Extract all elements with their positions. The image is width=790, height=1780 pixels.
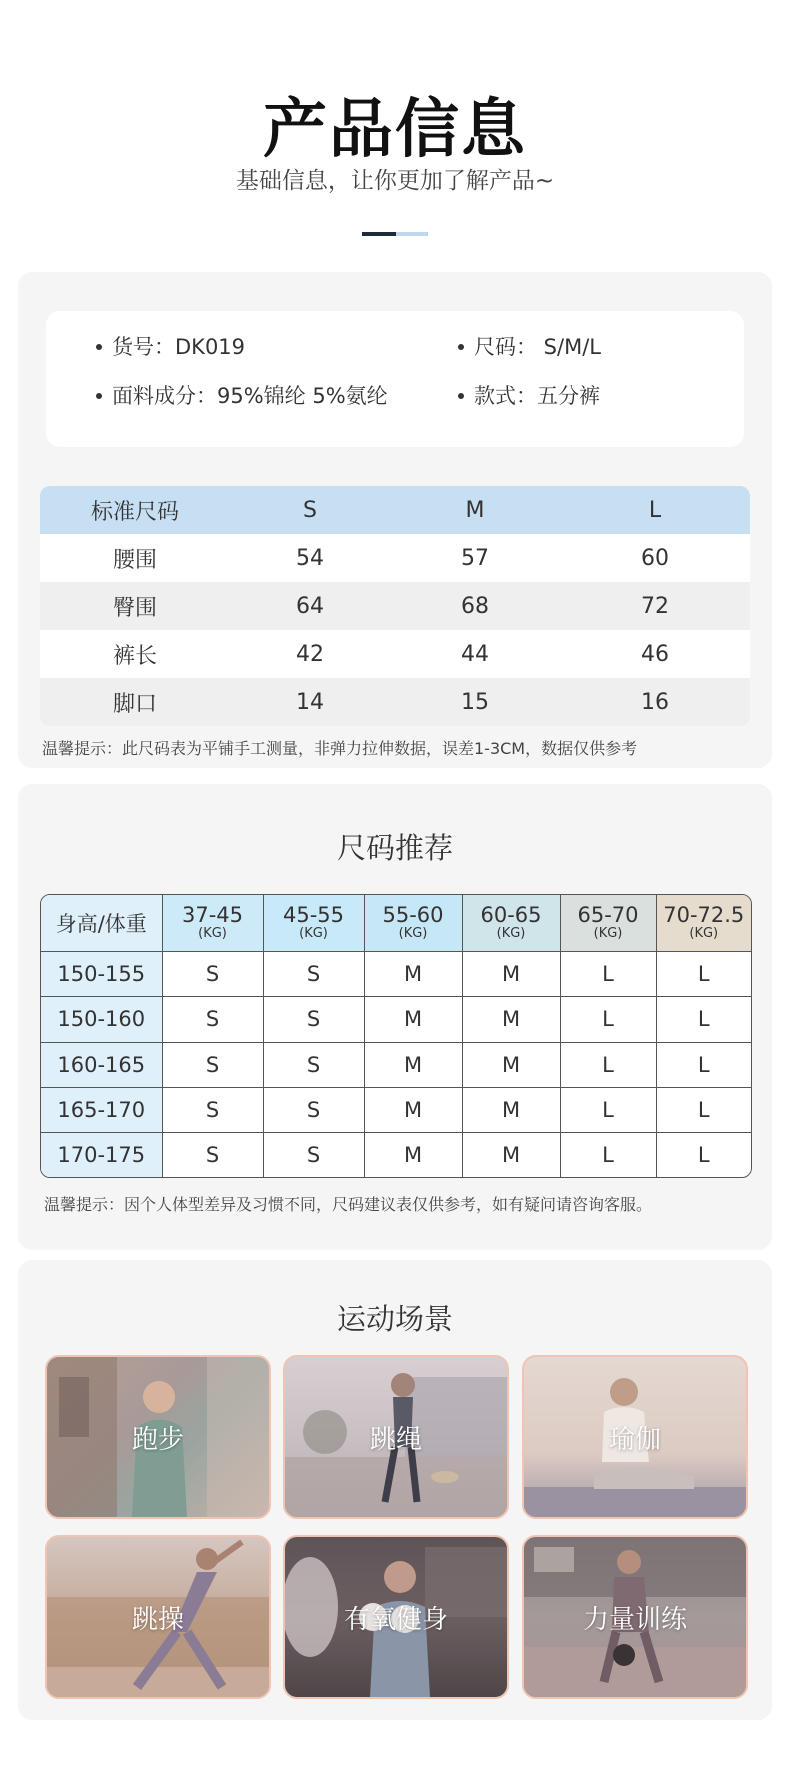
size-recommend-table	[40, 894, 752, 1178]
height-cell: 165-170	[41, 1087, 162, 1132]
table-cell: M	[462, 1133, 560, 1177]
table-cell: L	[560, 1042, 656, 1087]
scene-jump-rope	[283, 1355, 509, 1519]
table-cell: S	[162, 1087, 263, 1132]
table-cell: 44	[461, 641, 489, 667]
weight-header: 60-65 (KG)	[462, 895, 560, 952]
table-cell: L	[560, 1087, 656, 1132]
table-row	[41, 952, 751, 997]
weight-header: 65-70 (KG)	[560, 895, 656, 952]
table-cell: L	[560, 952, 656, 997]
table-cell: 15	[461, 689, 489, 715]
title-divider	[362, 232, 428, 236]
recommend-title: 尺码推荐	[336, 831, 453, 865]
table-row	[40, 678, 750, 726]
table-row	[40, 630, 750, 678]
table-cell: L	[656, 952, 751, 997]
table-cell: M	[364, 997, 462, 1042]
info-item-style: 款式：五分裤	[458, 380, 600, 410]
table-cell: 14	[296, 689, 324, 715]
scene-strength	[522, 1535, 748, 1699]
height-cell: 170-175	[41, 1133, 162, 1177]
table-row	[41, 1087, 751, 1132]
table-row	[40, 582, 750, 630]
header-cell: S	[303, 497, 317, 523]
weight-header: 45-55 (KG)	[263, 895, 364, 952]
row-label: 裤长	[112, 643, 157, 669]
table-cell: S	[263, 952, 364, 997]
scenes-title: 运动场景	[336, 1302, 453, 1336]
table-cell: S	[162, 952, 263, 997]
weight-header: 70-72.5 (KG)	[656, 895, 751, 952]
table-cell: L	[656, 1042, 751, 1087]
table-cell: 57	[461, 545, 489, 571]
row-label: 脚口	[112, 691, 157, 717]
table-cell: M	[462, 952, 560, 997]
table-cell: M	[364, 1087, 462, 1132]
header-cell: M	[465, 497, 485, 523]
scene-label: 跳绳	[369, 1424, 422, 1455]
scene-label: 有氧健身	[343, 1604, 448, 1635]
table-row	[41, 1133, 751, 1177]
table-cell: 68	[461, 593, 489, 619]
table-cell: L	[560, 1133, 656, 1177]
table-cell: M	[364, 1133, 462, 1177]
table-row	[40, 534, 750, 582]
table-cell: L	[656, 1087, 751, 1132]
table-cell: M	[462, 1042, 560, 1087]
table-cell: 72	[641, 593, 669, 619]
info-item-sku: 货号：DK019	[96, 331, 245, 361]
scene-label: 力量训练	[582, 1604, 687, 1635]
scene-label: 瑜伽	[608, 1424, 661, 1455]
table-cell: S	[162, 997, 263, 1042]
size-table-header	[40, 486, 750, 534]
table-cell: 16	[641, 689, 669, 715]
table-cell: 46	[641, 641, 669, 667]
scene-running	[45, 1355, 271, 1519]
scene-label: 跑步	[131, 1424, 184, 1455]
row-label: 臀围	[112, 595, 157, 621]
info-item-size: 尺码： S/M/L	[458, 331, 601, 361]
table-cell: S	[162, 1042, 263, 1087]
recommend-tip: 温馨提示：因个人体型差异及习惯不同，尺码建议表仅供参考，如有疑问请咨询客服。	[44, 1195, 653, 1214]
table-cell: S	[162, 1133, 263, 1177]
weight-header: 55-60 (KG)	[364, 895, 462, 952]
scene-cardio	[283, 1535, 509, 1699]
table-cell: M	[462, 1087, 560, 1132]
height-cell: 150-160	[41, 997, 162, 1042]
table-cell: S	[263, 997, 364, 1042]
table-cell: L	[656, 1133, 751, 1177]
table-cell: M	[364, 1042, 462, 1087]
weight-header: 37-45 (KG)	[162, 895, 263, 952]
info-item-fabric: 面料成分：95%锦纶 5%氨纶	[96, 380, 388, 410]
height-cell: 160-165	[41, 1042, 162, 1087]
table-cell: 42	[296, 641, 324, 667]
table-cell: M	[462, 997, 560, 1042]
page-subtitle: 基础信息，让你更加了解产品~	[235, 168, 555, 194]
table-cell: 60	[641, 545, 669, 571]
scene-yoga	[522, 1355, 748, 1519]
corner-cell: 身高/体重	[41, 895, 162, 952]
table-cell: L	[560, 997, 656, 1042]
table-cell: L	[656, 997, 751, 1042]
table-cell: 64	[296, 593, 324, 619]
size-table-tip: 温馨提示：此尺码表为平铺手工测量，非弹力拉伸数据，误差1-3CM，数据仅供参考	[42, 739, 638, 758]
table-row	[41, 997, 751, 1042]
table-cell: M	[364, 952, 462, 997]
scene-label: 跳操	[131, 1604, 184, 1635]
table-cell: 54	[296, 545, 324, 571]
header-cell: 标准尺码	[90, 499, 179, 525]
size-table	[40, 486, 750, 726]
table-cell: S	[263, 1087, 364, 1132]
header-cell: L	[648, 497, 662, 523]
page-title: 产品信息	[263, 93, 527, 167]
table-cell: S	[263, 1133, 364, 1177]
table-cell: S	[263, 1042, 364, 1087]
recommend-header-row	[41, 895, 751, 952]
row-label: 腰围	[112, 547, 157, 573]
table-row	[41, 1042, 751, 1087]
scene-aerobics	[45, 1535, 271, 1699]
height-cell: 150-155	[41, 952, 162, 997]
